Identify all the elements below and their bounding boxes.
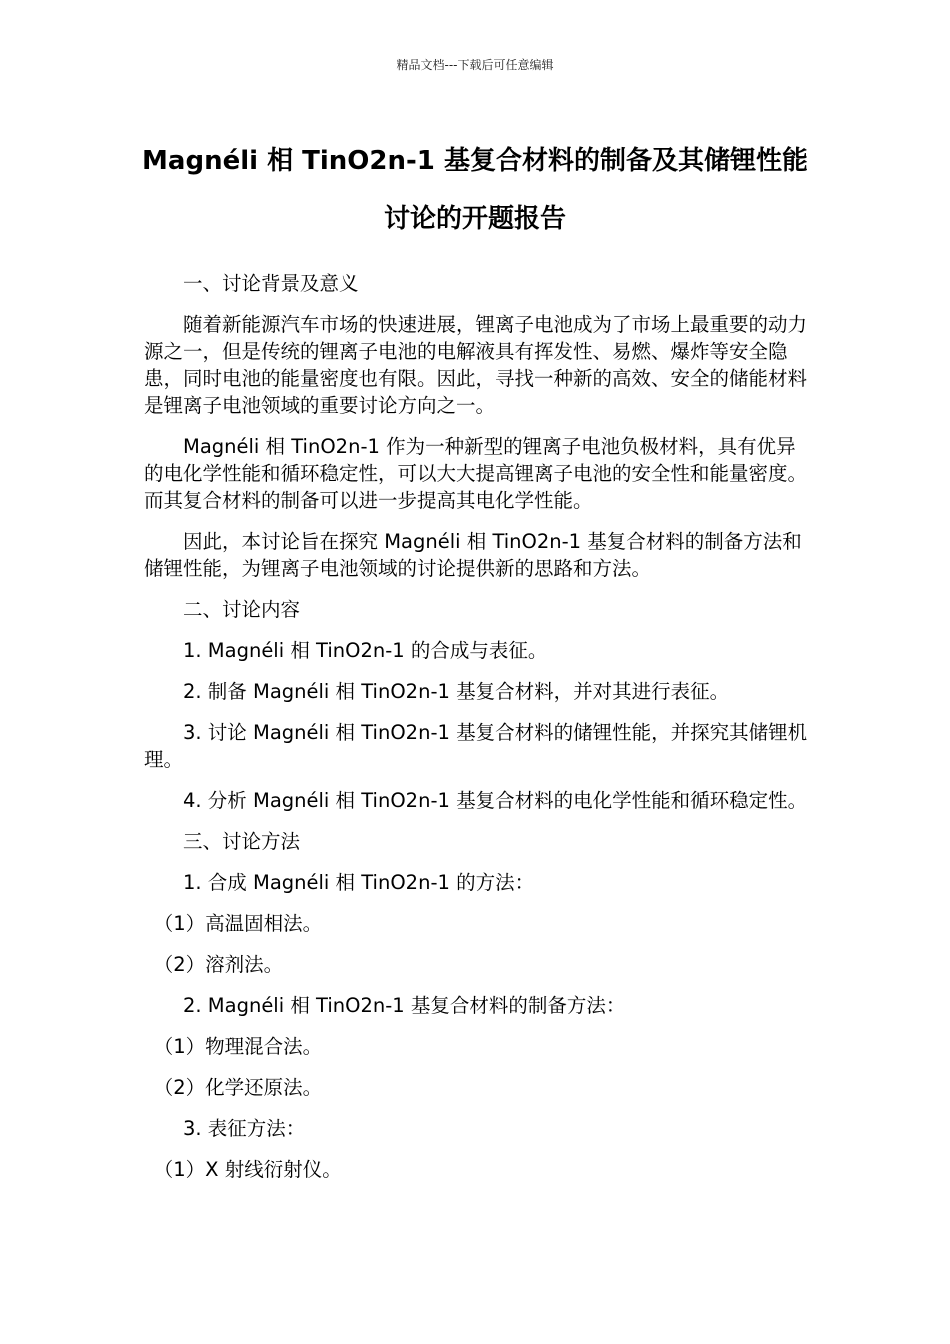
method-3-item-1: （1）X 射线衍射仪。 bbox=[153, 1158, 342, 1181]
section-heading-methods: 三、讨论方法 bbox=[183, 830, 301, 853]
method-2-item-2: （2）化学还原法。 bbox=[153, 1076, 323, 1099]
method-1-item-2: （2）溶剂法。 bbox=[153, 953, 284, 976]
content-item-4: 4. 分析 Magnéli 相 TinO2n-1 基复合材料的电化学性能和循环稳定性。 bbox=[183, 789, 808, 812]
method-3-heading: 3. 表征方法： bbox=[183, 1117, 306, 1140]
document-title: Magnéli 相 TinO2n-1 基复合材料的制备及其储锂性能讨论的开题报告 bbox=[142, 146, 808, 234]
content-item-2: 2. 制备 Magnéli 相 TinO2n-1 基复合材料，并对其进行表征。 bbox=[183, 680, 730, 703]
method-2-item-1: （1）物理混合法。 bbox=[153, 1035, 323, 1058]
method-2-heading: 2. Magnéli 相 TinO2n-1 基复合材料的制备方法： bbox=[183, 994, 626, 1017]
page-header: 精品文档---下载后可任意编辑 bbox=[396, 58, 554, 72]
paragraph-purpose: 因此，本讨论旨在探究 Magnéli 相 TinO2n-1 基复合材料的制备方法和储锂性能，为锂离子电池领域的讨论提供新的思路和方法。 bbox=[144, 530, 802, 580]
content-item-3: 3. 讨论 Magnéli 相 TinO2n-1 基复合材料的储锂性能，并探究其储锂机理。 bbox=[144, 721, 808, 771]
method-1-item-1: （1）高温固相法。 bbox=[153, 912, 323, 935]
section-heading-background: 一、讨论背景及意义 bbox=[183, 272, 359, 295]
method-1-heading: 1. 合成 Magnéli 相 TinO2n-1 的方法： bbox=[183, 871, 535, 894]
content-item-1: 1. Magnéli 相 TinO2n-1 的合成与表征。 bbox=[183, 639, 548, 662]
section-heading-content: 二、讨论内容 bbox=[183, 598, 301, 621]
paragraph-background: 随着新能源汽车市场的快速进展，锂离子电池成为了市场上最重要的动力源之一，但是传统的锂离子电池的电解液具有挥发性、易燃、爆炸等安全隐患，同时电池的能量密度也有限。因此，寻找一种新的高效、安全的储能材料是锂离子电池领域的重要讨论方向之一。 bbox=[144, 313, 808, 417]
document-body bbox=[144, 270, 808, 1197]
paragraph-magneli-intro: Magnéli 相 TinO2n-1 作为一种新型的锂离子电池负极材料，具有优异的电化学性能和循环稳定性，可以大大提高锂离子电池的安全性和能量密度。而其复合材料的制备可以进一步提高其电化学性能。 bbox=[144, 435, 808, 512]
